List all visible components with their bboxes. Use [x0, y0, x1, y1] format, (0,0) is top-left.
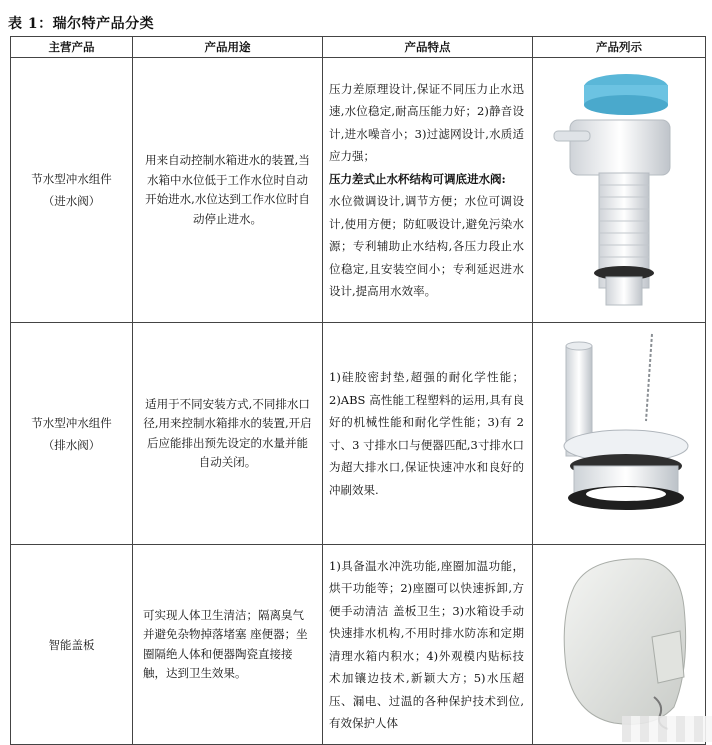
feature-text: 压力差原理设计,保证不同压力止水迅速,水位稳定,耐高压能力好；2)静音设计,进水噪音小；3)过滤网设计,水质适应力强；: [329, 81, 524, 163]
product-name: 节水型冲水组件: [31, 415, 112, 430]
header-product-use: 产品用途: [133, 37, 323, 58]
product-subtype: （排水阀）: [42, 437, 101, 452]
table-row: [11, 58, 706, 323]
feature-text: 水位微调设计,调节方便；水位可调设计,使用方便；防虹吸设计,避免污染水源；专利辅助止水结构,各压力段止水位稳定,且安装空间小；专利延迟进水设计,提高用水效率。: [329, 194, 524, 298]
product-subtype: （进水阀）: [42, 194, 101, 208]
product-name: 节水型冲水组件: [31, 172, 112, 186]
product-features-cell: 1)具备温水冲洗功能,座圈加温功能，烘干功能等；2)座圈可以快速拆卸,方便手动清洁 盖板卫生；3)水箱设手动快速排水机构,不用时排水防冻和定期清理水箱内积水；4)外观模内贴标技术加镶边技术,新颖大方；5)水压超压、漏电、过温的各种保护技术到位,有效保护人体: [323, 545, 533, 745]
watermark: [622, 716, 712, 742]
feature-bold-heading: 压力差式止水杯结构可调底进水阀:: [329, 171, 506, 186]
product-name-cell: [11, 545, 133, 745]
header-main-product: 主营产品: [11, 37, 133, 58]
product-table: [10, 36, 706, 745]
product-image-cell: [533, 58, 706, 323]
product-use-cell: 用来自动控制水箱进水的装置,当水箱中水位低于工作水位时自动开始进水,水位达到工作水位时自动停止进水。: [133, 58, 323, 323]
table-title: 表 1：瑞尔特产品分类: [8, 16, 155, 32]
table-row: [11, 323, 706, 545]
product-name-cell: [11, 323, 133, 545]
header-row: [11, 37, 706, 58]
product-use-cell: 可实现人体卫生清洁；隔离臭气并避免杂物掉落堵塞 座便器；坐圈隔绝人体和便器陶瓷直接接触，达到卫生效果。: [133, 545, 323, 745]
table-row: [11, 545, 706, 745]
inlet-valve-image: [534, 65, 704, 310]
product-name: 智能盖板: [48, 637, 95, 652]
product-features-cell: [323, 58, 533, 323]
header-product-image: 产品列示: [533, 37, 706, 58]
product-image-cell: [533, 545, 706, 745]
product-features-cell: 1)硅胶密封垫,超强的耐化学性能；2)ABS 高性能工程塑料的运用,具有良好的机械性能和耐化学性能；3)有 2 寸、3 寸排水口与便器匹配,3寸排水口为超大排水口,保证快速冲水和良好的冲刷效果.: [323, 323, 533, 545]
product-name-cell: [11, 58, 133, 323]
flush-valve-image: [534, 326, 704, 536]
header-product-features: 产品特点: [323, 37, 533, 58]
product-image-cell: [533, 323, 706, 545]
smart-seat-image: [534, 547, 704, 737]
product-use-cell: 适用于不同安装方式,不同排水口径,用来控制水箱排水的装置,开启后应能排出预先设定的水量并能自动关闭。: [133, 323, 323, 545]
